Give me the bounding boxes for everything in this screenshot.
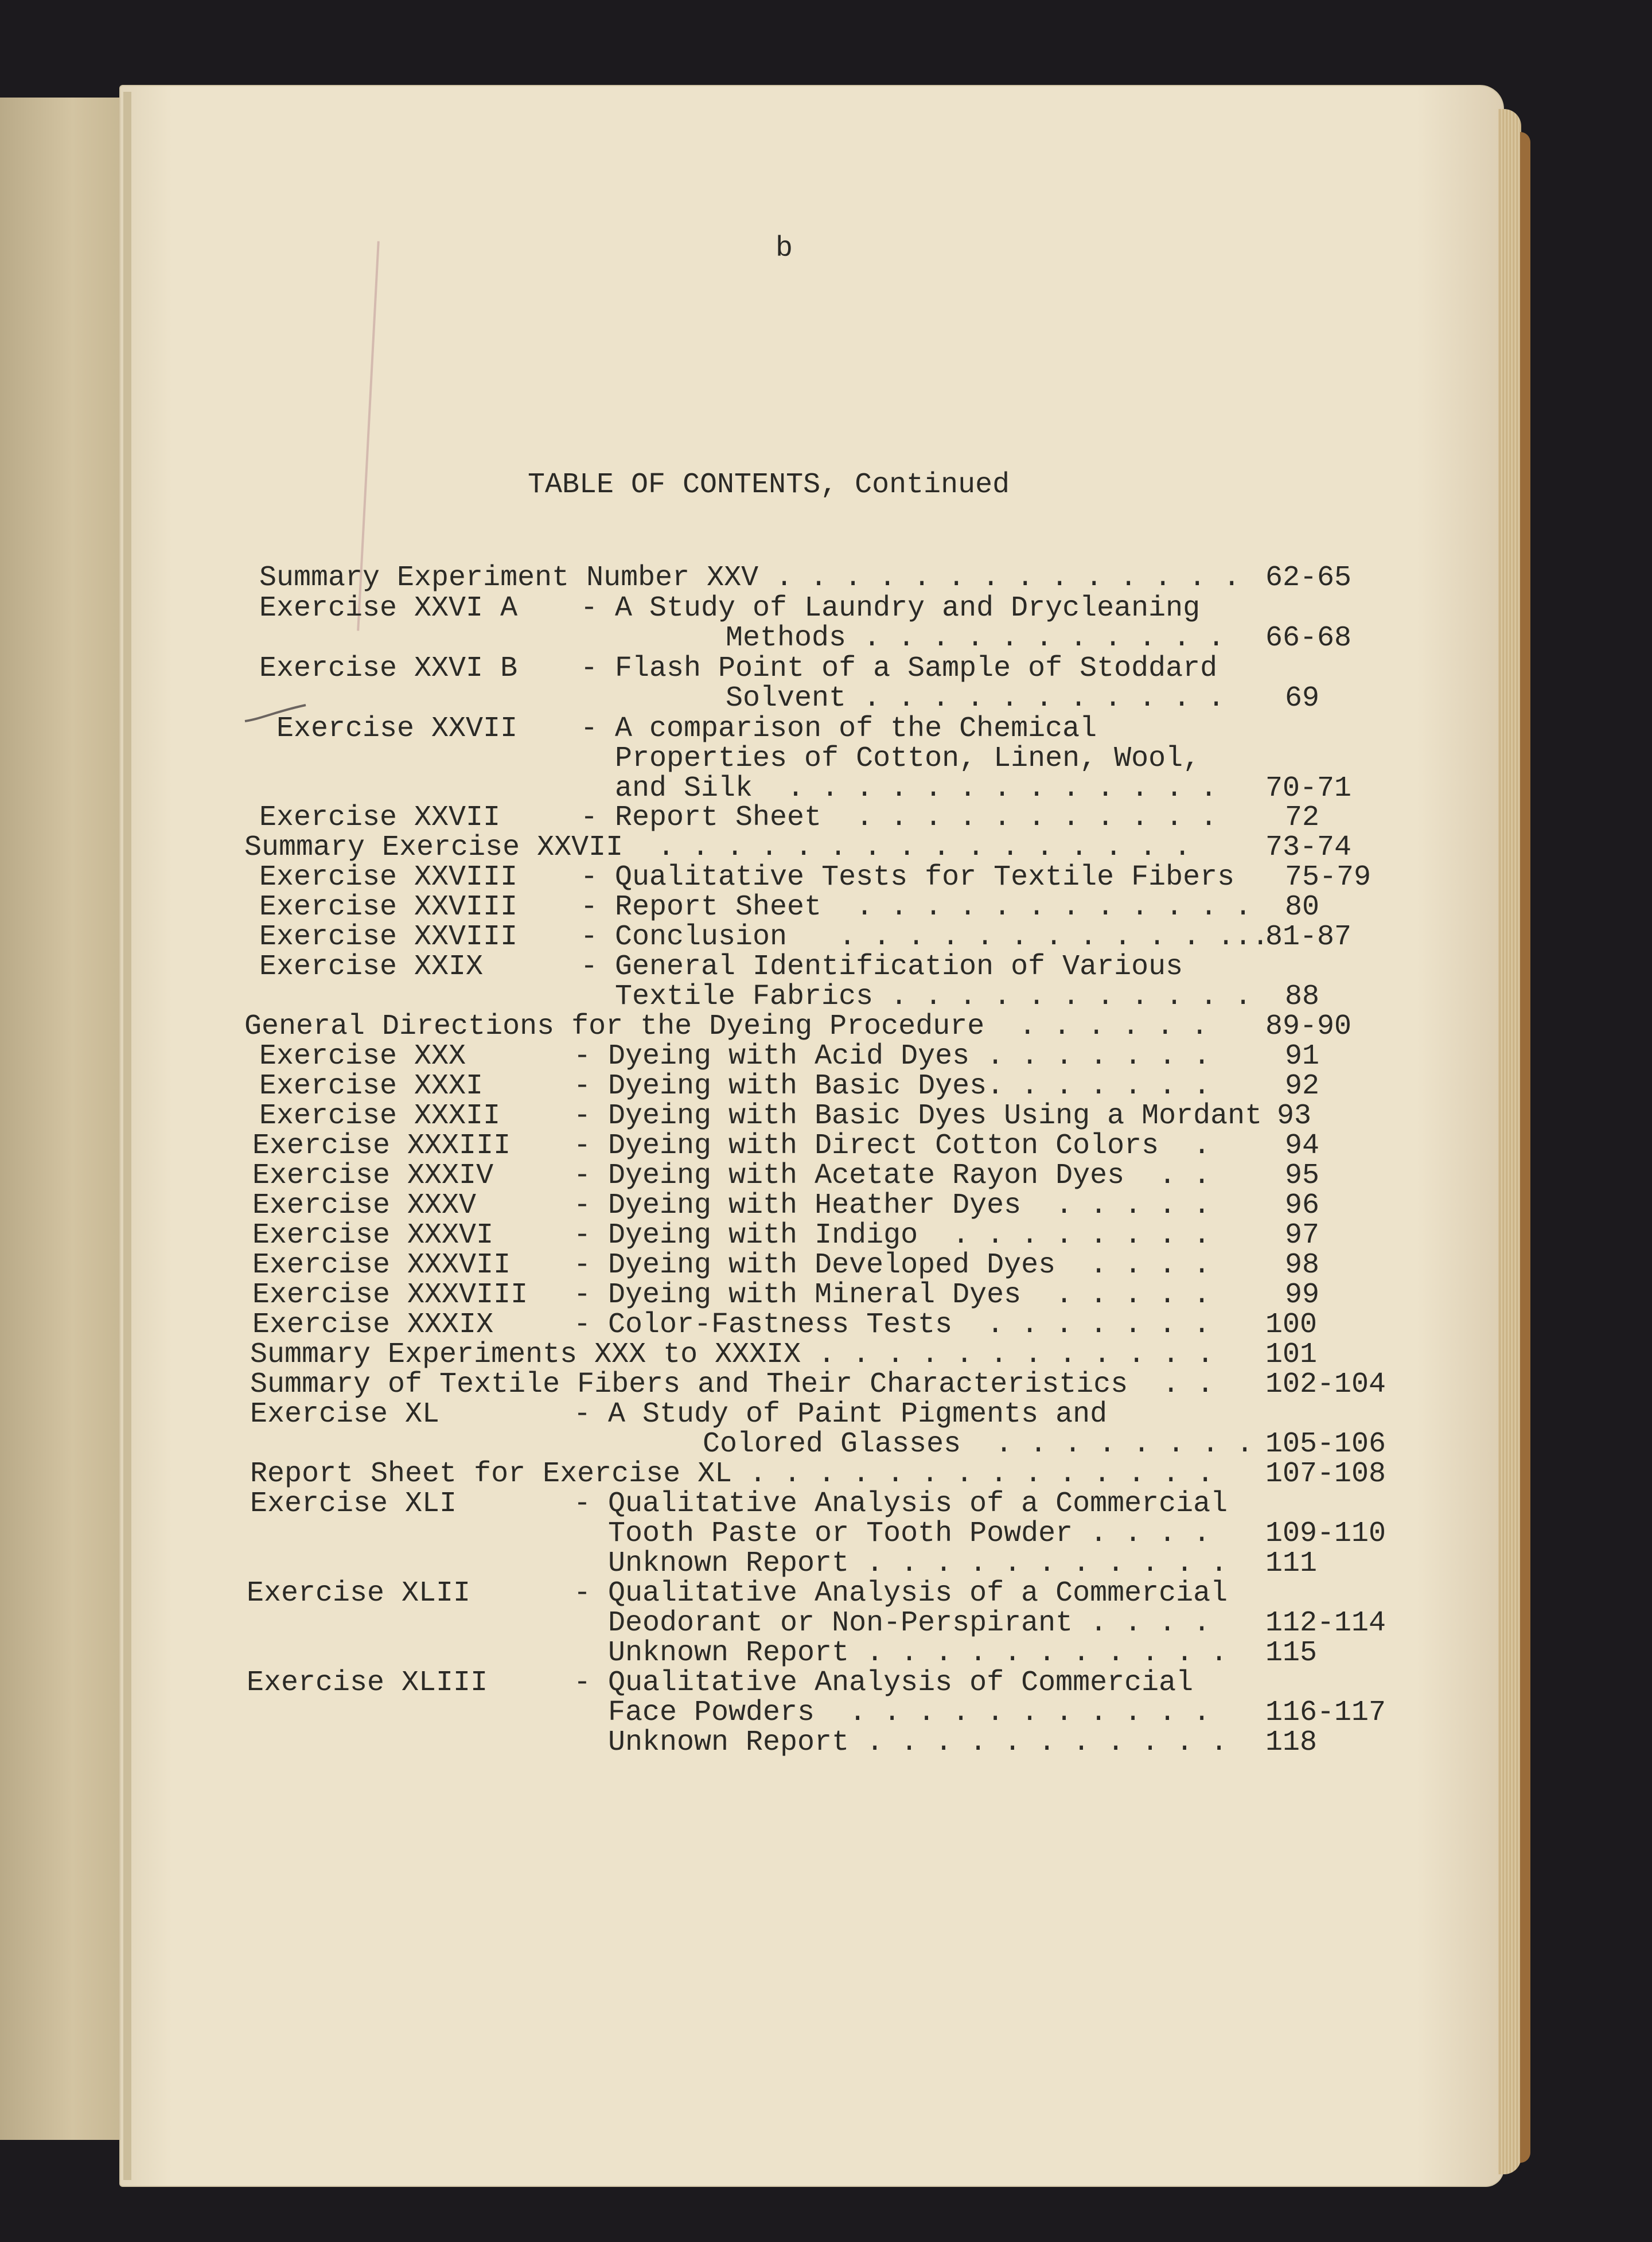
toc-entry-title: Exercise XXXII: [259, 1100, 501, 1132]
toc-entry-pages: 88: [1285, 980, 1320, 1013]
toc-entry-description: - Dyeing with Heather Dyes . . . . .: [574, 1189, 1211, 1222]
toc-entry-title: Exercise XL: [250, 1398, 440, 1431]
toc-entry-pages: 72: [1285, 801, 1320, 834]
toc-entry-description: - Qualitative Analysis of Commercial: [574, 1667, 1194, 1699]
toc-entry-description: - Dyeing with Mineral Dyes . . . . .: [574, 1279, 1211, 1311]
toc-entry-description: Tooth Paste or Tooth Powder . . . .: [608, 1517, 1211, 1550]
toc-entry-title: Exercise XLI: [250, 1488, 457, 1520]
toc-entry-description: Solvent . . . . . . . . . . .: [726, 682, 1225, 715]
toc-entry-pages: 107-108: [1265, 1458, 1386, 1490]
toc-entry-title: Exercise XXVIII: [259, 861, 518, 894]
toc-entry-description: Textile Fabrics . . . . . . . . . . .: [615, 980, 1252, 1013]
toc-entry-title: Summary Experiments XXX to XXXIX . . . . . . . . . . . .: [250, 1338, 1214, 1371]
toc-entry-title: Exercise XXXIII: [252, 1130, 511, 1162]
toc-entry-description: - Dyeing with Indigo . . . . . . . .: [574, 1219, 1211, 1252]
toc-entry-pages: 109-110: [1265, 1517, 1386, 1550]
toc-entry-description: - Qualitative Analysis of a Commercial: [574, 1488, 1228, 1520]
toc-entry-pages: 96: [1285, 1189, 1320, 1222]
toc-entry-description: - Qualitative Analysis of a Commercial: [574, 1577, 1228, 1610]
toc-entry-description: - Color-Fastness Tests . . . . . . .: [574, 1309, 1211, 1341]
toc-entry-description: - Report Sheet . . . . . . . . . . . .: [580, 891, 1252, 924]
toc-entry-pages: 89-90: [1265, 1010, 1352, 1043]
toc-entry-pages: 95: [1285, 1159, 1320, 1192]
toc-entry-pages: 100: [1265, 1309, 1318, 1341]
toc-entry-description: - A comparison of the Chemical: [580, 713, 1097, 745]
toc-entry-title: Summary Exercise XXVII . . . . . . . . . . . . . . . .: [244, 831, 1191, 864]
toc-entry-description: - Dyeing with Acid Dyes . . . . . . .: [574, 1040, 1211, 1073]
toc-entry-title: Exercise XXVI A: [259, 592, 518, 625]
toc-entry-description: Properties of Cotton, Linen, Wool,: [615, 742, 1201, 775]
page-stack-edge: [1498, 109, 1521, 2174]
toc-entry-title: Exercise XXXVII: [252, 1249, 511, 1282]
toc-entry-title: Exercise XXXIX: [252, 1309, 494, 1341]
toc-entry-pages: 70-71: [1265, 772, 1352, 805]
toc-entry-pages: 80: [1285, 891, 1320, 924]
toc-entry-pages: 111: [1265, 1547, 1318, 1580]
toc-entry-pages: 92: [1285, 1070, 1320, 1103]
toc-entry-pages: 102-104: [1265, 1368, 1386, 1401]
toc-entry-title: Exercise XXVIII: [259, 891, 518, 924]
toc-entry-pages: 101: [1265, 1338, 1318, 1371]
toc-entry-title: Exercise XXVIII: [259, 921, 518, 953]
toc-entry-pages: 93: [1277, 1100, 1312, 1132]
toc-entry-title: Exercise XXXI: [259, 1070, 484, 1103]
toc-entry-description: - Dyeing with Acetate Rayon Dyes . .: [574, 1159, 1211, 1192]
toc-entry-pages: 81-87: [1265, 921, 1352, 953]
toc-entry-title: Unknown Report . . . . . . . . . . .: [608, 1637, 1228, 1669]
toc-entry-title: Exercise XLII: [247, 1577, 471, 1610]
toc-entry-description: - Conclusion . . . . . . . . . . . ...: [580, 921, 1269, 953]
toc-entry-title: General Directions for the Dyeing Procedure . . . . . .: [244, 1010, 1209, 1043]
toc-entry-pages: 112-114: [1265, 1607, 1386, 1640]
toc-entry-description: Methods . . . . . . . . . . .: [726, 622, 1225, 655]
book-cover-edge: [1520, 132, 1530, 2163]
toc-entry-title: Unknown Report . . . . . . . . . . .: [608, 1547, 1228, 1580]
toc-entry-title: Exercise XXIX: [259, 951, 484, 983]
toc-entry-description: and Silk . . . . . . . . . . . . .: [615, 772, 1218, 805]
toc-entry-pages: 91: [1285, 1040, 1320, 1073]
toc-entry-pages: 94: [1285, 1130, 1320, 1162]
page-gutter: [123, 92, 131, 2180]
toc-entry-pages: 75-79: [1285, 861, 1372, 894]
facing-page-edge: [0, 98, 135, 2140]
toc-entry-description: - Qualitative Tests for Textile Fibers: [580, 861, 1235, 894]
toc-entry-title: Summary Experiment Number XXV . . . . . . . . . . . . . .: [259, 562, 1241, 594]
toc-entry-description: - General Identification of Various: [580, 951, 1183, 983]
toc-entry-description: - Dyeing with Direct Cotton Colors .: [574, 1130, 1211, 1162]
toc-entry-description: Face Powders . . . . . . . . . . .: [608, 1696, 1211, 1729]
toc-entry-description: - Dyeing with Basic Dyes. . . . . . .: [574, 1070, 1211, 1103]
toc-entry-pages: 118: [1265, 1726, 1318, 1759]
toc-entry-pages: 69: [1285, 682, 1320, 715]
toc-entry-description: - Dyeing with Basic Dyes Using a Mordant: [574, 1100, 1263, 1132]
toc-entry-pages: 105-106: [1265, 1428, 1386, 1461]
toc-entry-title: Report Sheet for Exercise XL . . . . . . . . . . . . . .: [250, 1458, 1214, 1490]
toc-heading: TABLE OF CONTENTS, Continued: [528, 469, 1010, 501]
toc-entry-title: Exercise XXVII: [259, 713, 518, 745]
toc-entry-title: Exercise XLIII: [247, 1667, 488, 1699]
toc-entry-pages: 115: [1265, 1637, 1318, 1669]
toc-entry-description: - Report Sheet . . . . . . . . . . .: [580, 801, 1218, 834]
toc-entry-pages: 98: [1285, 1249, 1320, 1282]
toc-entry-title: Exercise XXXIV: [252, 1159, 494, 1192]
toc-entry-description: Deodorant or Non-Perspirant . . . .: [608, 1607, 1211, 1640]
toc-entry-description: - Dyeing with Developed Dyes . . . .: [574, 1249, 1211, 1282]
toc-entry-description: Colored Glasses . . . . . . . .: [703, 1428, 1254, 1461]
toc-entry-pages: 66-68: [1265, 622, 1352, 655]
toc-entry-title: Exercise XXVII: [259, 801, 501, 834]
toc-entry-description: - Flash Point of a Sample of Stoddard: [580, 652, 1218, 685]
toc-entry-title: Exercise XXVI B: [259, 652, 518, 685]
toc-entry-pages: 116-117: [1265, 1696, 1386, 1729]
toc-entry-title: Summary of Textile Fibers and Their Characteristics . .: [250, 1368, 1214, 1401]
toc-entry-title: Exercise XXX: [259, 1040, 466, 1073]
toc-entry-pages: 99: [1285, 1279, 1320, 1311]
toc-entry-pages: 97: [1285, 1219, 1320, 1252]
toc-entry-pages: 73-74: [1265, 831, 1352, 864]
toc-entry-title: Unknown Report . . . . . . . . . . .: [608, 1726, 1228, 1759]
toc-entry-title: Exercise XXXV: [252, 1189, 477, 1222]
toc-entry-description: - A Study of Paint Pigments and: [574, 1398, 1108, 1431]
toc-entry-title: Exercise XXXVIII: [252, 1279, 528, 1311]
toc-entry-pages: 62-65: [1265, 562, 1352, 594]
page-letter: b: [776, 232, 793, 265]
toc-entry-description: - A Study of Laundry and Drycleaning: [580, 592, 1201, 625]
toc-entry-title: Exercise XXXVI: [252, 1219, 494, 1252]
